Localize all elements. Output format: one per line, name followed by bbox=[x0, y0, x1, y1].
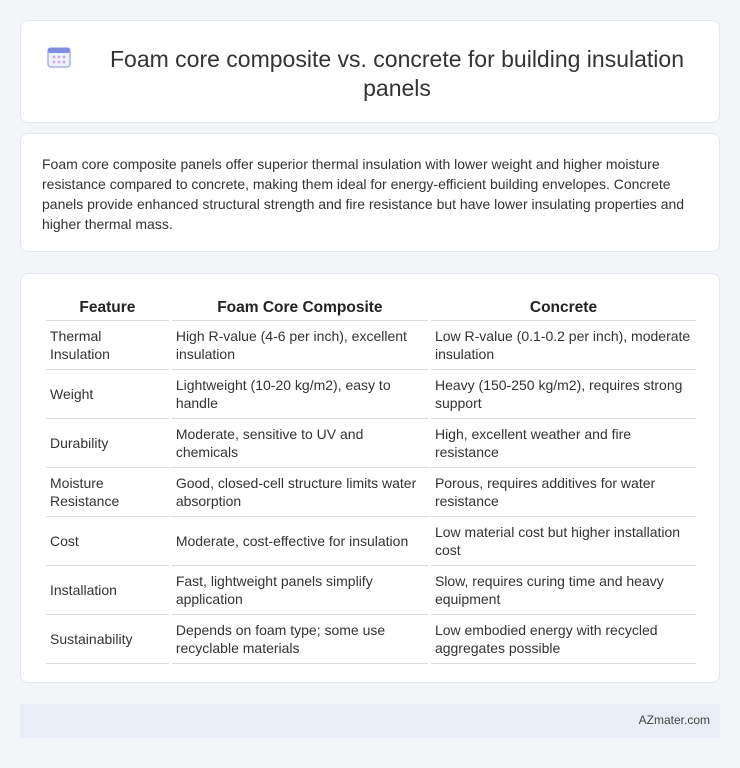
concrete-cell: Slow, requires curing time and heavy equipment bbox=[431, 566, 696, 615]
header-concrete: Concrete bbox=[431, 296, 696, 321]
table-row bbox=[46, 566, 696, 615]
feature-cell: Installation bbox=[46, 566, 169, 615]
feature-cell: Moisture Resistance bbox=[46, 468, 169, 517]
table-row bbox=[46, 517, 696, 566]
header-foam: Foam Core Composite bbox=[172, 296, 428, 321]
title-card bbox=[20, 20, 720, 123]
feature-cell: Weight bbox=[46, 370, 169, 419]
concrete-cell: Low material cost but higher installation cost bbox=[431, 517, 696, 566]
foam-cell: Good, closed-cell structure limits water absorption bbox=[172, 468, 428, 517]
header-feature: Feature bbox=[46, 296, 169, 321]
summary-card bbox=[20, 133, 720, 252]
comparison-table bbox=[43, 296, 699, 664]
concrete-cell: Heavy (150-250 kg/m2), requires strong support bbox=[431, 370, 696, 419]
foam-cell: High R-value (4-6 per inch), excellent insulation bbox=[172, 321, 428, 370]
table-row bbox=[46, 615, 696, 664]
concrete-cell: Low R-value (0.1-0.2 per inch), moderate insulation bbox=[431, 321, 696, 370]
table-row bbox=[46, 419, 696, 468]
feature-cell: Durability bbox=[46, 419, 169, 468]
foam-cell: Fast, lightweight panels simplify application bbox=[172, 566, 428, 615]
concrete-cell: Low embodied energy with recycled aggregates possible bbox=[431, 615, 696, 664]
feature-cell: Sustainability bbox=[46, 615, 169, 664]
feature-cell: Cost bbox=[46, 517, 169, 566]
table-row bbox=[46, 468, 696, 517]
foam-cell: Depends on foam type; some use recyclable materials bbox=[172, 615, 428, 664]
foam-cell: Lightweight (10-20 kg/m2), easy to handle bbox=[172, 370, 428, 419]
footer-site-link[interactable]: AZmater.com bbox=[638, 713, 710, 727]
foam-cell: Moderate, sensitive to UV and chemicals bbox=[172, 419, 428, 468]
table-row bbox=[46, 321, 696, 370]
table-header-row bbox=[46, 296, 696, 321]
concrete-cell: High, excellent weather and fire resistance bbox=[431, 419, 696, 468]
footer-bar bbox=[20, 704, 720, 738]
table-row bbox=[46, 370, 696, 419]
foam-cell: Moderate, cost-effective for insulation bbox=[172, 517, 428, 566]
summary-text: Foam core composite panels offer superior thermal insulation with lower weight and higher moisture resistance compared to concrete, making them ideal for energy-efficient building envelopes. Concrete panels provide enhanced structural strength and fire resistance but have lower insulating properties and higher thermal mass. bbox=[42, 156, 685, 232]
page-title: Foam core composite vs. concrete for building insulation panels bbox=[109, 46, 684, 101]
concrete-cell: Porous, requires additives for water resistance bbox=[431, 468, 696, 517]
feature-cell: Thermal Insulation bbox=[46, 321, 169, 370]
comparison-card bbox=[20, 273, 720, 683]
